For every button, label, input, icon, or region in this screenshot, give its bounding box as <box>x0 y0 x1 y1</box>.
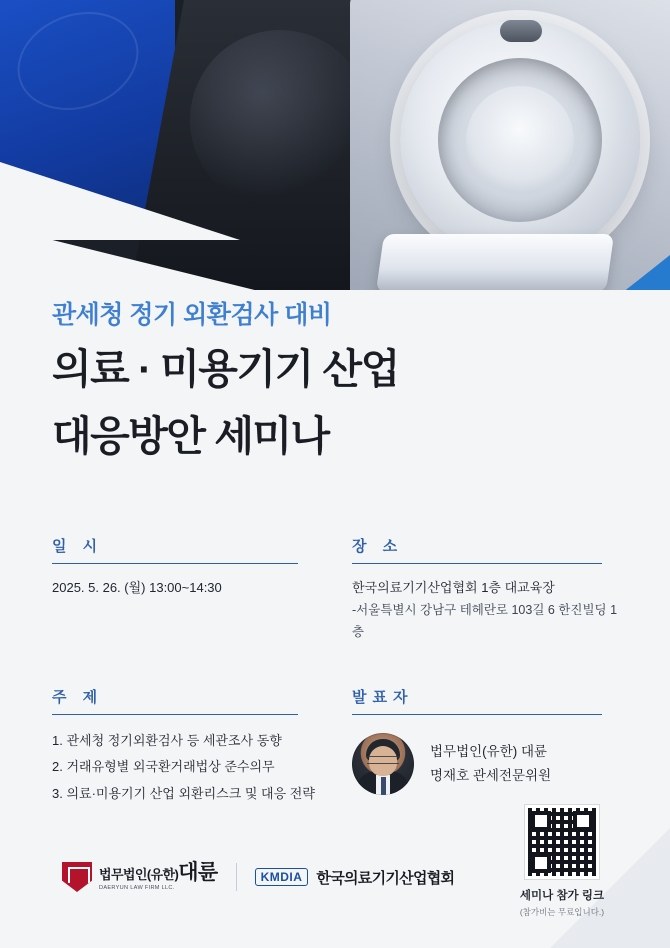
daeryun-name-en: DAERYUN LAW FIRM LLC. <box>99 885 175 892</box>
daeryun-brand: 대륜 <box>178 861 218 885</box>
daeryun-logo-text <box>99 862 218 892</box>
place-value <box>352 577 618 644</box>
place-venue: 한국의료기기산업협회 1층 대교육장 <box>352 580 555 595</box>
place-heading: 장 소 <box>352 535 602 564</box>
speaker-heading: 발표자 <box>352 686 602 715</box>
qr-code-icon[interactable] <box>525 805 599 879</box>
topics-heading: 주 제 <box>52 686 298 715</box>
info-row-bottom <box>52 686 618 808</box>
place-block <box>352 535 618 644</box>
kmdia-logo <box>255 867 455 888</box>
logo-row <box>62 862 454 892</box>
daeryun-logo <box>62 862 218 892</box>
datetime-value: 2025. 5. 26. (월) 13:00~14:30 <box>52 580 222 595</box>
kmdia-badge: KMDIA <box>255 868 309 886</box>
topic-item-2: 2. 거래유형별 외국환거래법상 준수의무 <box>52 759 275 775</box>
poster-title-line1: 의료 · 미용기기 산업 <box>52 346 399 392</box>
speaker-card <box>352 733 618 795</box>
poster-kicker: 관세청 정기 외환검사 대비 <box>52 301 332 329</box>
place-address: -서울특별시 강남구 테헤란로 103길 6 한진빌딩 1층 <box>352 602 618 639</box>
info-row-top <box>52 535 618 644</box>
qr-finder-top-left <box>531 811 551 831</box>
speaker-name: 명재호 관세전문위원 <box>430 767 552 783</box>
poster-footer <box>0 798 670 948</box>
kmdia-name-ko: 한국의료기기산업협회 <box>316 869 455 887</box>
topics-list <box>52 728 352 808</box>
mri-console <box>500 20 542 42</box>
daeryun-mark-icon <box>62 862 92 892</box>
avatar-tie <box>381 777 386 795</box>
daeryun-prefix: 법무법인(유한) <box>99 867 179 883</box>
topic-item-1: 1. 관세청 정기외환검사 등 세관조사 동향 <box>52 732 282 748</box>
speaker-avatar <box>352 733 414 795</box>
speaker-block <box>352 686 618 808</box>
info-section <box>52 535 618 807</box>
poster-title-line2: 대응방안 세미나 <box>52 412 329 459</box>
qr-finder-bottom-left <box>531 853 551 873</box>
topics-block <box>52 686 352 808</box>
qr-sublabel: (참가비는 무료입니다.) <box>519 907 605 917</box>
qr-section[interactable] <box>506 805 618 918</box>
speaker-org: 법무법인(유한) 대륜 <box>430 743 548 759</box>
logo-divider <box>236 863 237 891</box>
daeryun-name-ko <box>99 862 218 884</box>
speaker-text <box>430 740 551 787</box>
datetime-block <box>52 535 352 644</box>
qr-finder-top-right <box>573 811 593 831</box>
qr-label: 세미나 참가 링크 <box>519 890 605 902</box>
mri-bore-core <box>466 86 574 194</box>
title-block <box>52 300 612 463</box>
datetime-heading: 일 시 <box>52 535 298 564</box>
glasses-icon <box>367 756 399 764</box>
topic-item-3: 3. 의료·미용기기 산업 외환리스크 및 대응 전략 <box>52 785 315 801</box>
